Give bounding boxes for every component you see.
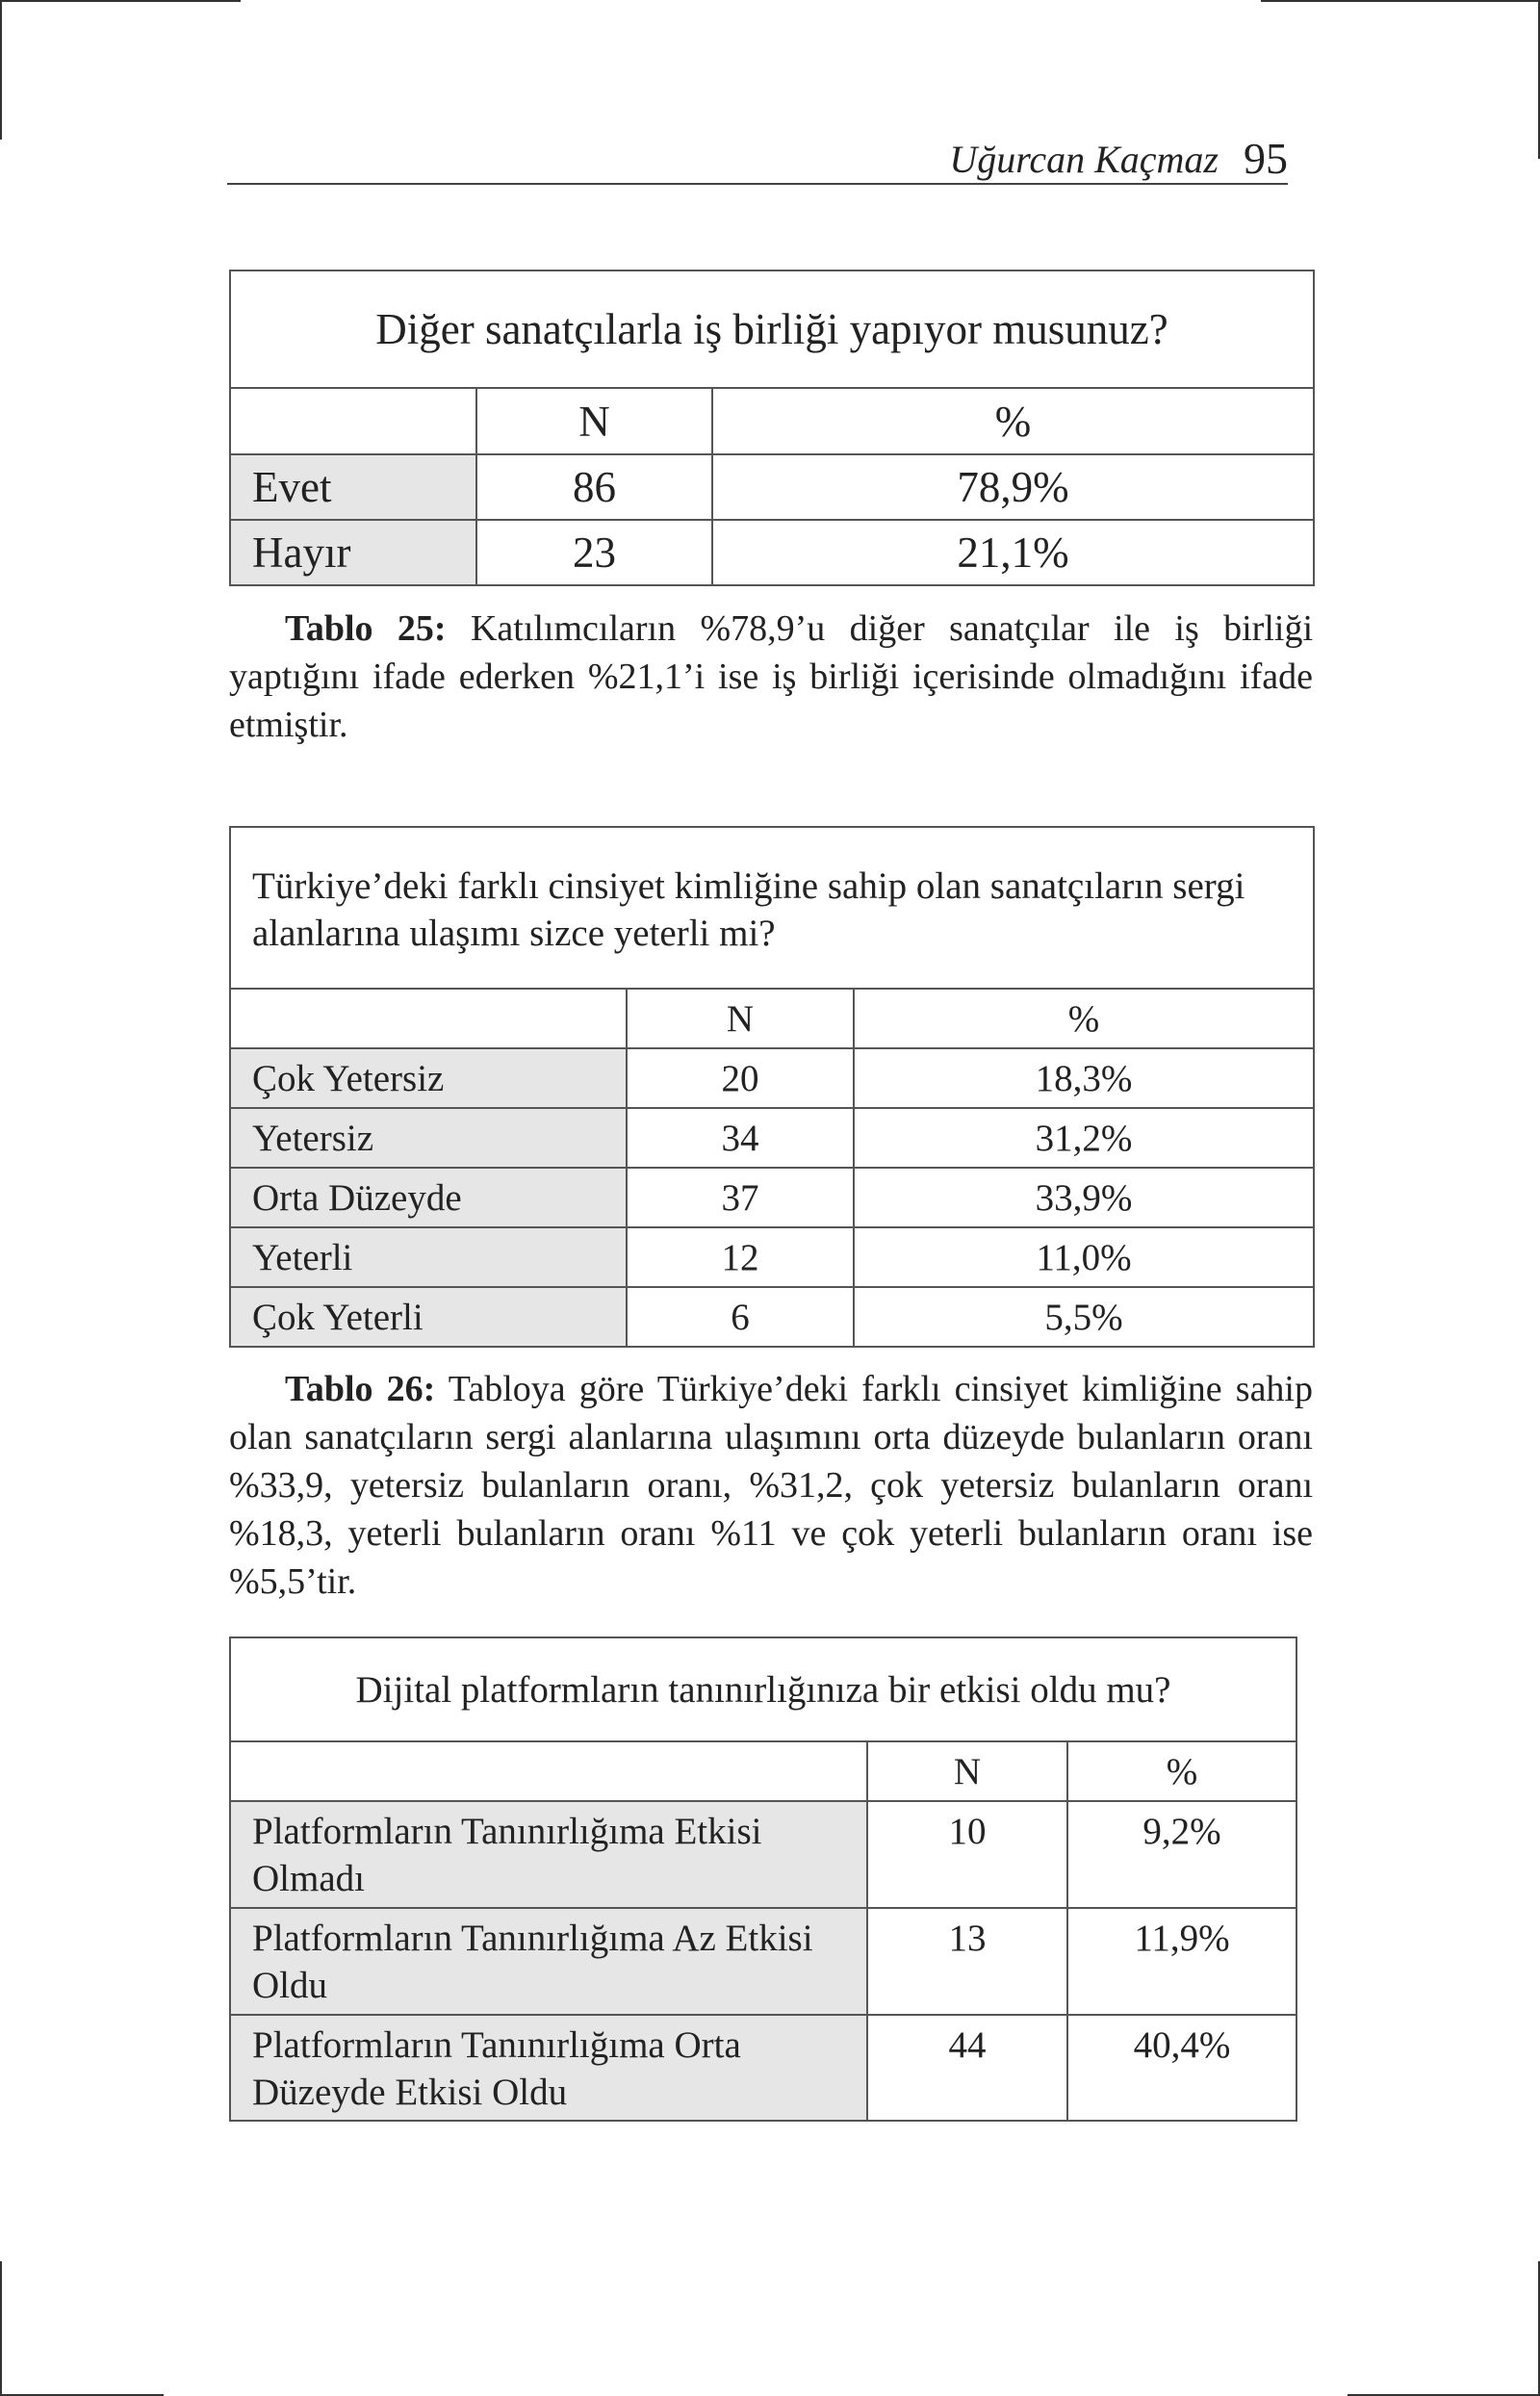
- table-row: [230, 520, 1314, 585]
- table-row: [230, 1227, 1314, 1287]
- table-header-empty: [230, 1741, 867, 1801]
- table-row: [230, 1801, 1296, 1908]
- row-n: 34: [627, 1108, 854, 1168]
- column-header-percent: %: [1067, 1741, 1296, 1801]
- row-label: Yetersiz: [230, 1108, 627, 1168]
- table-collaboration: [229, 270, 1315, 586]
- table-exhibition-access: [229, 826, 1315, 1348]
- row-label: Yeterli: [230, 1227, 627, 1287]
- table-row: [230, 1108, 1314, 1168]
- row-percent: 33,9%: [854, 1168, 1314, 1227]
- table-header-empty: [230, 989, 627, 1048]
- row-n: 13: [867, 1908, 1067, 2015]
- running-header: [227, 133, 1288, 185]
- row-percent: 40,4%: [1067, 2015, 1296, 2121]
- row-n: 44: [867, 2015, 1067, 2121]
- row-percent: 5,5%: [854, 1287, 1314, 1347]
- row-label: Evet: [230, 454, 476, 520]
- table-question: Diğer sanatçılarla iş birliği yapıyor musunuz?: [230, 271, 1314, 388]
- crop-mark: [0, 2261, 2, 2396]
- row-percent: 9,2%: [1067, 1801, 1296, 1908]
- header-author: Uğurcan Kaçmaz: [949, 138, 1219, 181]
- row-n: 20: [627, 1048, 854, 1108]
- caption-label: Tablo 25:: [285, 608, 447, 649]
- table-header-empty: [230, 388, 476, 454]
- crop-mark: [0, 0, 2, 140]
- column-header-n: N: [627, 989, 854, 1048]
- column-header-percent: %: [854, 989, 1314, 1048]
- table-question: Türkiye’deki farklı cinsiyet kimliğine sahip olan sanatçıların sergi alanlarına ulaşımı sizce yeterli mi?: [230, 827, 1314, 989]
- row-n: 12: [627, 1227, 854, 1287]
- table-row: [230, 454, 1314, 520]
- caption-text: Katılımcıların %78,9’u diğer sanatçılar ile iş birliği yaptığını ifade ederken %21,1’i ise iş birliği içerisinde olmadığını ifade etmiştir.: [229, 608, 1314, 745]
- crop-mark: [1261, 0, 1540, 2]
- row-label: Platformların Tanınırlığıma Az Etkisi Oldu: [230, 1908, 867, 2015]
- table-row: [230, 1048, 1314, 1108]
- column-header-n: N: [476, 388, 712, 454]
- row-percent: 31,2%: [854, 1108, 1314, 1168]
- page-number: 95: [1244, 134, 1288, 183]
- table-row: [230, 2015, 1296, 2121]
- row-n: 23: [476, 520, 712, 585]
- row-label: Platformların Tanınırlığıma Etkisi Olmadı: [230, 1801, 867, 1908]
- table-row: [230, 1908, 1296, 2015]
- row-percent: 11,9%: [1067, 1908, 1296, 2015]
- row-n: 10: [867, 1801, 1067, 1908]
- row-n: 6: [627, 1287, 854, 1347]
- row-percent: 78,9%: [712, 454, 1314, 520]
- row-n: 86: [476, 454, 712, 520]
- row-percent: 11,0%: [854, 1227, 1314, 1287]
- table-row: [230, 1287, 1314, 1347]
- column-header-n: N: [867, 1741, 1067, 1801]
- row-label: Orta Düzeyde: [230, 1168, 627, 1227]
- table-question: Dijital platformların tanınırlığınıza bir etkisi oldu mu?: [230, 1637, 1296, 1741]
- column-header-percent: %: [712, 388, 1314, 454]
- row-label: Platformların Tanınırlığıma Orta Düzeyde Etkisi Oldu: [230, 2015, 867, 2121]
- caption-table-26: [229, 1365, 1313, 1606]
- caption-table-25: [229, 605, 1313, 749]
- row-label: Çok Yetersiz: [230, 1048, 627, 1108]
- row-label: Çok Yeterli: [230, 1287, 627, 1347]
- table-row: [230, 1168, 1314, 1227]
- caption-text: Tabloya göre Türkiye’deki farklı cinsiyet kimliğine sahip olan sanatçıların sergi alanlarına ulaşımını orta düzeyde bulanların oranı %33,9, yetersiz bulanların oranı, %31,2, çok yetersiz bulanların oranı %18,3, yeterli bulanların oranı %11 ve çok yeterli bulanların oranı ise %5,5’tir.: [229, 1369, 1313, 1602]
- row-percent: 18,3%: [854, 1048, 1314, 1108]
- caption-label: Tablo 26:: [285, 1369, 436, 1409]
- table-digital-platforms: [229, 1636, 1297, 2122]
- row-label: Hayır: [230, 520, 476, 585]
- row-percent: 21,1%: [712, 520, 1314, 585]
- row-n: 37: [627, 1168, 854, 1227]
- crop-mark: [0, 0, 241, 2]
